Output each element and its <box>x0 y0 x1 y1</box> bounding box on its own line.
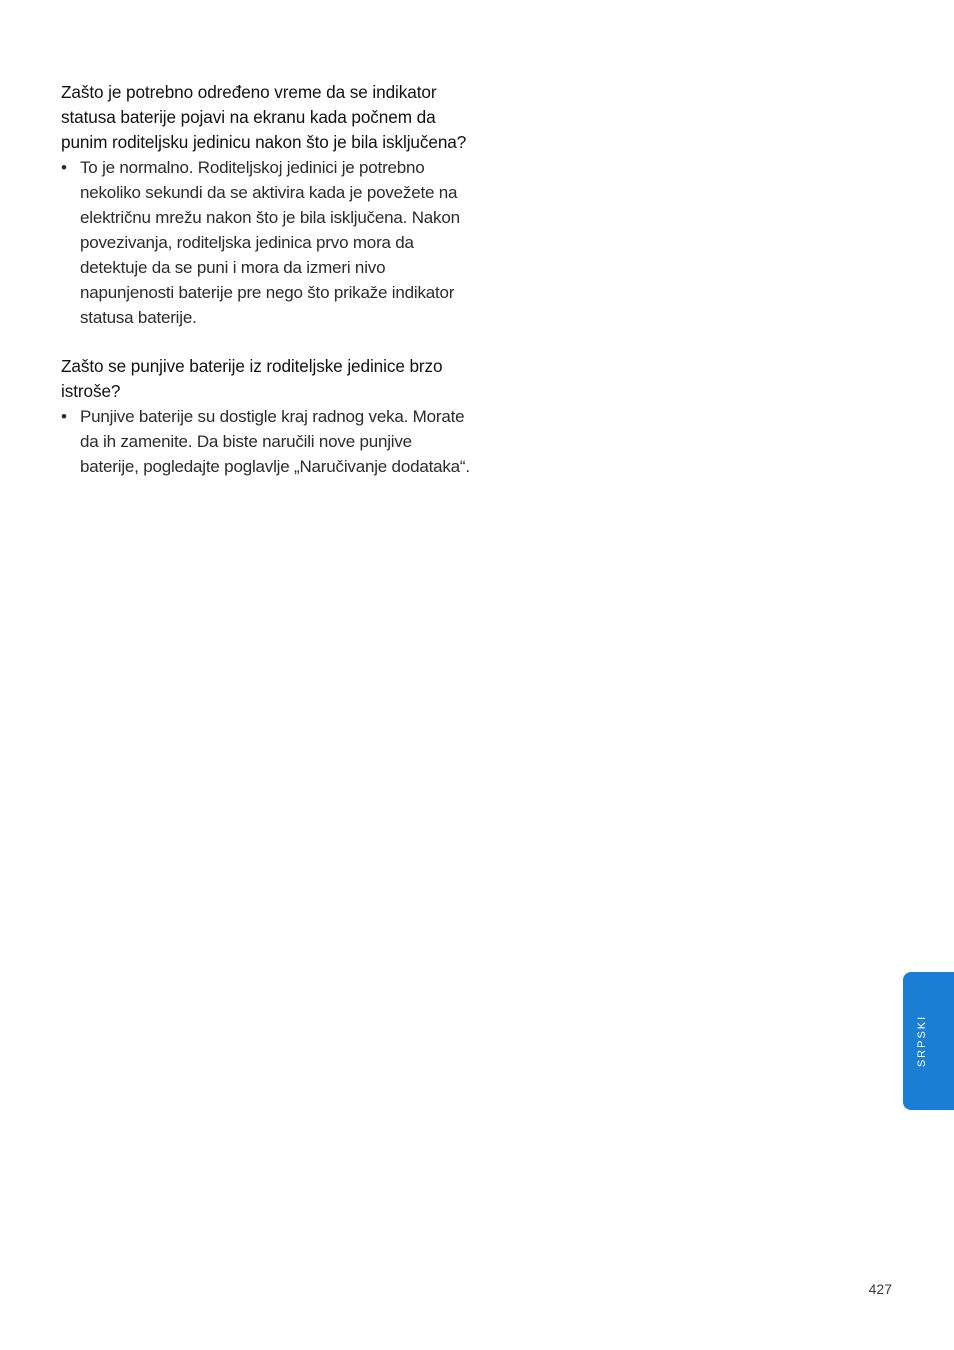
faq-section-battery-indicator <box>61 80 471 330</box>
bullet-icon: • <box>61 158 67 177</box>
faq-answer-list <box>61 404 471 479</box>
faq-question: Zašto je potrebno određeno vreme da se indikator statusa baterije pojavi na ekranu kada počnem da punim roditeljsku jedinicu nakon što je bila isključena? <box>61 82 467 152</box>
page-number: 427 <box>868 1281 892 1297</box>
faq-question: Zašto se punjive baterije iz roditeljske jedinice brzo istroše? <box>61 356 443 401</box>
faq-answer-text: Punjive baterije su dostigle kraj radnog veka. Morate da ih zamenite. Da biste naručili nove punjive baterije, pogledajte poglavlje „Naručivanje dodataka“. <box>80 407 470 476</box>
faq-answer-item <box>61 155 471 330</box>
faq-content <box>61 80 471 479</box>
faq-section-battery-drain <box>61 354 471 479</box>
language-tab-label: SRPSKI <box>916 1014 928 1068</box>
language-tab <box>903 972 954 1110</box>
faq-answer-text: To je normalno. Roditeljskoj jedinici je potrebno nekoliko sekundi da se aktivira kada je povežete na električnu mrežu nakon što je bila isključena. Nakon povezivanja, roditeljska jedinica prvo mora da detektuje da se puni i mora da izmeri nivo napunjenosti baterije pre nego što prikaže indikator statusa baterije. <box>80 158 460 327</box>
faq-answer-item <box>61 404 471 479</box>
faq-answer-list <box>61 155 471 330</box>
bullet-icon: • <box>61 407 67 426</box>
